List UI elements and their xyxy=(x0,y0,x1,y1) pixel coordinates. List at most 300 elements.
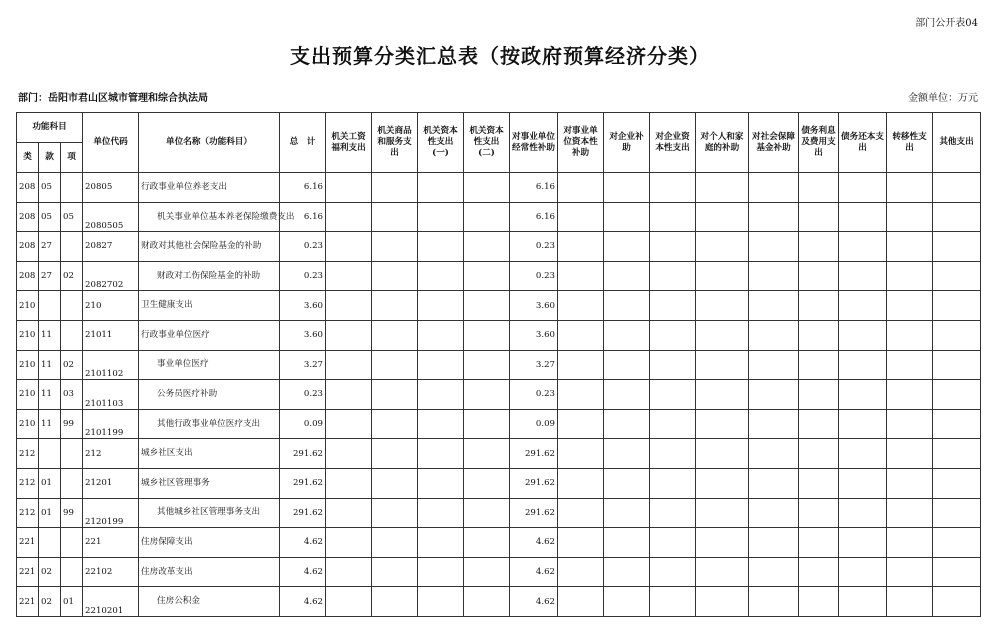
unit-code-cell: 2210201 xyxy=(83,587,139,617)
econ-cell-1 xyxy=(326,409,372,439)
econ-cell-7 xyxy=(604,291,650,321)
econ-cell-3 xyxy=(418,439,464,469)
econ-cell-12 xyxy=(839,350,887,380)
xiang-cell xyxy=(61,173,83,203)
econ-cell-14 xyxy=(933,587,981,617)
unit-code-cell: 212 xyxy=(83,439,139,469)
econ-cell-4 xyxy=(464,468,510,498)
econ-cell-5: 0.23 xyxy=(510,380,558,410)
kuan-cell: 05 xyxy=(39,173,61,203)
kuan-header: 款 xyxy=(39,143,61,173)
econ-cell-10 xyxy=(749,320,799,350)
econ-cell-14 xyxy=(933,350,981,380)
lei-cell: 208 xyxy=(17,261,39,291)
econ-cell-14 xyxy=(933,439,981,469)
total-cell: 4.62 xyxy=(280,557,326,587)
econ-cell-4 xyxy=(464,439,510,469)
econ-cell-2 xyxy=(372,350,418,380)
econ-cell-14 xyxy=(933,528,981,558)
xiang-cell xyxy=(61,468,83,498)
econ-cell-1 xyxy=(326,261,372,291)
xiang-cell: 99 xyxy=(61,498,83,528)
econ-cell-1 xyxy=(326,232,372,262)
kuan-cell xyxy=(39,291,61,321)
econ-cell-13 xyxy=(887,320,933,350)
econ-cell-9 xyxy=(696,409,749,439)
econ-cell-12 xyxy=(839,557,887,587)
unit-name-cell: 住房公积金 xyxy=(139,587,280,617)
unit-name-cell: 财政对工伤保险基金的补助 xyxy=(139,261,280,291)
econ-cell-6 xyxy=(558,409,604,439)
econ-cell-12 xyxy=(839,439,887,469)
econ-cell-12 xyxy=(839,232,887,262)
econ-cell-14 xyxy=(933,468,981,498)
econ-cell-5: 3.60 xyxy=(510,320,558,350)
econ-cell-9 xyxy=(696,350,749,380)
econ-cell-4 xyxy=(464,557,510,587)
econ-cell-7 xyxy=(604,380,650,410)
table-row xyxy=(17,350,981,380)
total-cell: 291.62 xyxy=(280,468,326,498)
unit-code-cell: 21201 xyxy=(83,468,139,498)
xiang-cell: 99 xyxy=(61,409,83,439)
kuan-cell xyxy=(39,439,61,469)
econ-cell-2 xyxy=(372,557,418,587)
total-cell: 0.23 xyxy=(280,261,326,291)
unit-name-cell: 机关事业单位基本养老保险缴费支出 xyxy=(139,202,280,232)
econ-header-11: 债务利息及费用支出 xyxy=(799,113,839,173)
total-cell: 4.62 xyxy=(280,587,326,617)
lei-cell: 212 xyxy=(17,468,39,498)
econ-cell-14 xyxy=(933,202,981,232)
econ-cell-10 xyxy=(749,202,799,232)
total-cell: 0.23 xyxy=(280,380,326,410)
econ-cell-3 xyxy=(418,202,464,232)
econ-header-13: 转移性支出 xyxy=(887,113,933,173)
econ-cell-11 xyxy=(799,409,839,439)
econ-cell-9 xyxy=(696,587,749,617)
unit-code-cell: 2120199 xyxy=(83,498,139,528)
lei-cell: 208 xyxy=(17,232,39,262)
econ-cell-9 xyxy=(696,291,749,321)
unit-name-header: 单位名称（功能科目） xyxy=(139,113,280,173)
kuan-cell: 01 xyxy=(39,498,61,528)
econ-cell-10 xyxy=(749,409,799,439)
econ-cell-1 xyxy=(326,498,372,528)
econ-cell-9 xyxy=(696,173,749,203)
total-cell: 4.62 xyxy=(280,528,326,558)
econ-cell-1 xyxy=(326,587,372,617)
lei-cell: 208 xyxy=(17,202,39,232)
econ-cell-9 xyxy=(696,468,749,498)
econ-cell-7 xyxy=(604,439,650,469)
xiang-cell: 03 xyxy=(61,380,83,410)
econ-cell-14 xyxy=(933,498,981,528)
xiang-cell xyxy=(61,232,83,262)
econ-cell-9 xyxy=(696,498,749,528)
econ-cell-6 xyxy=(558,261,604,291)
econ-cell-9 xyxy=(696,232,749,262)
econ-cell-5: 291.62 xyxy=(510,498,558,528)
econ-cell-5: 6.16 xyxy=(510,202,558,232)
econ-cell-1 xyxy=(326,557,372,587)
econ-cell-7 xyxy=(604,173,650,203)
econ-cell-6 xyxy=(558,557,604,587)
econ-cell-4 xyxy=(464,173,510,203)
unit-name-cell: 卫生健康支出 xyxy=(139,291,280,321)
econ-cell-14 xyxy=(933,173,981,203)
econ-cell-14 xyxy=(933,380,981,410)
econ-cell-14 xyxy=(933,557,981,587)
econ-cell-9 xyxy=(696,380,749,410)
econ-cell-11 xyxy=(799,350,839,380)
econ-cell-13 xyxy=(887,587,933,617)
econ-cell-4 xyxy=(464,587,510,617)
unit-name-cell: 住房改革支出 xyxy=(139,557,280,587)
econ-cell-11 xyxy=(799,380,839,410)
econ-cell-9 xyxy=(696,557,749,587)
econ-cell-7 xyxy=(604,350,650,380)
econ-cell-11 xyxy=(799,587,839,617)
econ-header-2: 机关商品和服务支出 xyxy=(372,113,418,173)
econ-cell-5: 0.23 xyxy=(510,232,558,262)
econ-cell-1 xyxy=(326,439,372,469)
econ-cell-8 xyxy=(650,409,696,439)
table-row xyxy=(17,320,981,350)
econ-cell-6 xyxy=(558,468,604,498)
econ-cell-3 xyxy=(418,528,464,558)
econ-cell-5: 3.60 xyxy=(510,291,558,321)
econ-cell-7 xyxy=(604,232,650,262)
econ-cell-3 xyxy=(418,173,464,203)
econ-cell-13 xyxy=(887,557,933,587)
form-number: 部门公开表04 xyxy=(915,18,978,29)
econ-cell-11 xyxy=(799,202,839,232)
amount-unit-label: 金额单位：万元 xyxy=(908,93,978,104)
total-cell: 3.60 xyxy=(280,320,326,350)
econ-cell-1 xyxy=(326,173,372,203)
xiang-cell xyxy=(61,439,83,469)
econ-cell-8 xyxy=(650,557,696,587)
econ-cell-8 xyxy=(650,439,696,469)
econ-cell-13 xyxy=(887,202,933,232)
unit-name-cell: 城乡社区支出 xyxy=(139,439,280,469)
lei-cell: 210 xyxy=(17,350,39,380)
unit-code-cell: 20827 xyxy=(83,232,139,262)
econ-cell-2 xyxy=(372,232,418,262)
total-cell: 291.62 xyxy=(280,439,326,469)
econ-cell-12 xyxy=(839,320,887,350)
unit-code-cell: 221 xyxy=(83,528,139,558)
econ-cell-6 xyxy=(558,232,604,262)
table-row xyxy=(17,498,981,528)
kuan-cell: 11 xyxy=(39,380,61,410)
econ-cell-10 xyxy=(749,439,799,469)
kuan-cell: 02 xyxy=(39,557,61,587)
kuan-cell: 11 xyxy=(39,409,61,439)
econ-header-4: 机关资本性支出(二) xyxy=(464,113,510,173)
kuan-cell: 02 xyxy=(39,587,61,617)
lei-cell: 221 xyxy=(17,587,39,617)
econ-cell-12 xyxy=(839,173,887,203)
econ-cell-3 xyxy=(418,380,464,410)
econ-cell-6 xyxy=(558,350,604,380)
econ-cell-5: 4.62 xyxy=(510,557,558,587)
econ-cell-8 xyxy=(650,587,696,617)
econ-cell-3 xyxy=(418,557,464,587)
kuan-cell: 27 xyxy=(39,261,61,291)
table-row xyxy=(17,557,981,587)
econ-cell-7 xyxy=(604,320,650,350)
econ-cell-12 xyxy=(839,587,887,617)
lei-cell: 210 xyxy=(17,409,39,439)
econ-cell-12 xyxy=(839,498,887,528)
expenditure-table xyxy=(16,112,981,617)
table-row xyxy=(17,587,981,617)
xiang-cell xyxy=(61,320,83,350)
econ-cell-11 xyxy=(799,468,839,498)
econ-cell-2 xyxy=(372,528,418,558)
unit-name-cell: 城乡社区管理事务 xyxy=(139,468,280,498)
econ-cell-10 xyxy=(749,557,799,587)
xiang-cell: 02 xyxy=(61,350,83,380)
table-row xyxy=(17,173,981,203)
econ-cell-10 xyxy=(749,291,799,321)
total-cell: 0.09 xyxy=(280,409,326,439)
econ-cell-9 xyxy=(696,202,749,232)
econ-cell-11 xyxy=(799,173,839,203)
econ-cell-10 xyxy=(749,468,799,498)
econ-cell-3 xyxy=(418,350,464,380)
econ-cell-7 xyxy=(604,202,650,232)
xiang-cell xyxy=(61,528,83,558)
econ-header-14: 其他支出 xyxy=(933,113,981,173)
econ-cell-11 xyxy=(799,320,839,350)
econ-cell-7 xyxy=(604,557,650,587)
econ-cell-13 xyxy=(887,232,933,262)
lei-cell: 210 xyxy=(17,320,39,350)
econ-cell-13 xyxy=(887,350,933,380)
xiang-cell xyxy=(61,557,83,587)
econ-cell-9 xyxy=(696,439,749,469)
unit-code-cell: 2080505 xyxy=(83,202,139,232)
econ-cell-8 xyxy=(650,528,696,558)
econ-cell-8 xyxy=(650,291,696,321)
kuan-cell: 01 xyxy=(39,468,61,498)
table-row xyxy=(17,232,981,262)
econ-cell-13 xyxy=(887,261,933,291)
econ-cell-13 xyxy=(887,409,933,439)
econ-cell-8 xyxy=(650,173,696,203)
econ-cell-14 xyxy=(933,232,981,262)
econ-cell-13 xyxy=(887,439,933,469)
econ-header-10: 对社会保障基金补助 xyxy=(749,113,799,173)
unit-name-cell: 其他城乡社区管理事务支出 xyxy=(139,498,280,528)
econ-cell-5: 4.62 xyxy=(510,587,558,617)
econ-cell-1 xyxy=(326,291,372,321)
econ-cell-7 xyxy=(604,468,650,498)
econ-cell-4 xyxy=(464,380,510,410)
unit-name-cell: 行政事业单位养老支出 xyxy=(139,173,280,203)
econ-cell-1 xyxy=(326,380,372,410)
econ-cell-1 xyxy=(326,350,372,380)
econ-header-1: 机关工资福利支出 xyxy=(326,113,372,173)
econ-cell-4 xyxy=(464,320,510,350)
lei-header: 类 xyxy=(17,143,39,173)
lei-cell: 221 xyxy=(17,557,39,587)
econ-cell-7 xyxy=(604,261,650,291)
total-cell: 6.16 xyxy=(280,173,326,203)
unit-code-cell: 2101103 xyxy=(83,380,139,410)
unit-code-cell: 22102 xyxy=(83,557,139,587)
econ-cell-8 xyxy=(650,380,696,410)
xiang-cell: 02 xyxy=(61,261,83,291)
econ-cell-9 xyxy=(696,528,749,558)
econ-cell-5: 0.09 xyxy=(510,409,558,439)
econ-header-5: 对事业单位经常性补助 xyxy=(510,113,558,173)
econ-cell-14 xyxy=(933,291,981,321)
econ-cell-9 xyxy=(696,261,749,291)
econ-cell-5: 3.27 xyxy=(510,350,558,380)
econ-cell-2 xyxy=(372,439,418,469)
econ-cell-6 xyxy=(558,498,604,528)
econ-cell-13 xyxy=(887,498,933,528)
total-cell: 0.23 xyxy=(280,232,326,262)
econ-cell-14 xyxy=(933,320,981,350)
econ-cell-8 xyxy=(650,498,696,528)
unit-name-cell: 财政对其他社会保险基金的补助 xyxy=(139,232,280,262)
econ-cell-13 xyxy=(887,528,933,558)
econ-cell-5: 4.62 xyxy=(510,528,558,558)
unit-code-cell: 210 xyxy=(83,291,139,321)
econ-header-12: 债务还本支出 xyxy=(839,113,887,173)
econ-cell-7 xyxy=(604,528,650,558)
econ-cell-11 xyxy=(799,498,839,528)
econ-cell-10 xyxy=(749,498,799,528)
econ-cell-11 xyxy=(799,528,839,558)
department-label: 部门：岳阳市君山区城市管理和综合执法局 xyxy=(18,93,208,104)
econ-cell-7 xyxy=(604,498,650,528)
econ-cell-12 xyxy=(839,528,887,558)
table-row xyxy=(17,261,981,291)
econ-header-3: 机关资本性支出(一) xyxy=(418,113,464,173)
kuan-cell: 11 xyxy=(39,350,61,380)
econ-cell-4 xyxy=(464,261,510,291)
table-row xyxy=(17,439,981,469)
econ-cell-3 xyxy=(418,232,464,262)
econ-cell-6 xyxy=(558,380,604,410)
table-row xyxy=(17,468,981,498)
unit-code-cell: 2082702 xyxy=(83,261,139,291)
econ-cell-12 xyxy=(839,468,887,498)
econ-cell-4 xyxy=(464,202,510,232)
total-cell: 3.60 xyxy=(280,291,326,321)
econ-cell-10 xyxy=(749,261,799,291)
econ-cell-8 xyxy=(650,232,696,262)
econ-cell-7 xyxy=(604,409,650,439)
econ-cell-10 xyxy=(749,232,799,262)
econ-cell-6 xyxy=(558,291,604,321)
econ-cell-1 xyxy=(326,468,372,498)
total-cell: 291.62 xyxy=(280,498,326,528)
lei-cell: 208 xyxy=(17,173,39,203)
econ-cell-14 xyxy=(933,409,981,439)
econ-cell-6 xyxy=(558,439,604,469)
unit-code-header: 单位代码 xyxy=(83,113,139,173)
econ-cell-11 xyxy=(799,439,839,469)
unit-code-cell: 2101199 xyxy=(83,409,139,439)
lei-cell: 212 xyxy=(17,439,39,469)
total-cell: 6.16 xyxy=(280,202,326,232)
unit-code-cell: 20805 xyxy=(83,173,139,203)
econ-cell-8 xyxy=(650,468,696,498)
econ-cell-12 xyxy=(839,261,887,291)
econ-cell-3 xyxy=(418,261,464,291)
table-row xyxy=(17,202,981,232)
econ-cell-5: 6.16 xyxy=(510,173,558,203)
econ-cell-2 xyxy=(372,380,418,410)
econ-cell-2 xyxy=(372,173,418,203)
xiang-cell xyxy=(61,291,83,321)
kuan-cell: 27 xyxy=(39,232,61,262)
econ-cell-3 xyxy=(418,409,464,439)
econ-cell-4 xyxy=(464,498,510,528)
unit-name-cell: 住房保障支出 xyxy=(139,528,280,558)
table-row xyxy=(17,291,981,321)
unit-code-cell: 21011 xyxy=(83,320,139,350)
econ-cell-8 xyxy=(650,202,696,232)
lei-cell: 221 xyxy=(17,528,39,558)
econ-cell-2 xyxy=(372,261,418,291)
econ-cell-10 xyxy=(749,587,799,617)
page-title: 支出预算分类汇总表（按政府预算经济分类） xyxy=(290,44,710,68)
unit-name-cell: 行政事业单位医疗 xyxy=(139,320,280,350)
econ-cell-8 xyxy=(650,320,696,350)
table-row xyxy=(17,528,981,558)
econ-cell-9 xyxy=(696,320,749,350)
econ-cell-10 xyxy=(749,380,799,410)
table-row xyxy=(17,380,981,410)
total-header: 总 计 xyxy=(280,113,326,173)
total-cell: 3.27 xyxy=(280,350,326,380)
econ-cell-12 xyxy=(839,380,887,410)
econ-cell-13 xyxy=(887,468,933,498)
lei-cell: 210 xyxy=(17,291,39,321)
econ-cell-4 xyxy=(464,291,510,321)
unit-name-cell: 公务员医疗补助 xyxy=(139,380,280,410)
econ-cell-7 xyxy=(604,587,650,617)
econ-cell-4 xyxy=(464,409,510,439)
econ-cell-2 xyxy=(372,587,418,617)
econ-cell-2 xyxy=(372,498,418,528)
econ-cell-6 xyxy=(558,320,604,350)
econ-cell-14 xyxy=(933,261,981,291)
econ-header-6: 对事业单位资本性补助 xyxy=(558,113,604,173)
econ-cell-12 xyxy=(839,409,887,439)
unit-code-cell: 2101102 xyxy=(83,350,139,380)
unit-name-cell: 事业单位医疗 xyxy=(139,350,280,380)
econ-cell-3 xyxy=(418,587,464,617)
econ-cell-8 xyxy=(650,261,696,291)
econ-cell-11 xyxy=(799,232,839,262)
econ-cell-1 xyxy=(326,320,372,350)
econ-cell-11 xyxy=(799,291,839,321)
econ-header-9: 对个人和家庭的补助 xyxy=(696,113,749,173)
xiang-cell: 01 xyxy=(61,587,83,617)
econ-cell-5: 291.62 xyxy=(510,468,558,498)
econ-cell-6 xyxy=(558,173,604,203)
kuan-cell xyxy=(39,528,61,558)
